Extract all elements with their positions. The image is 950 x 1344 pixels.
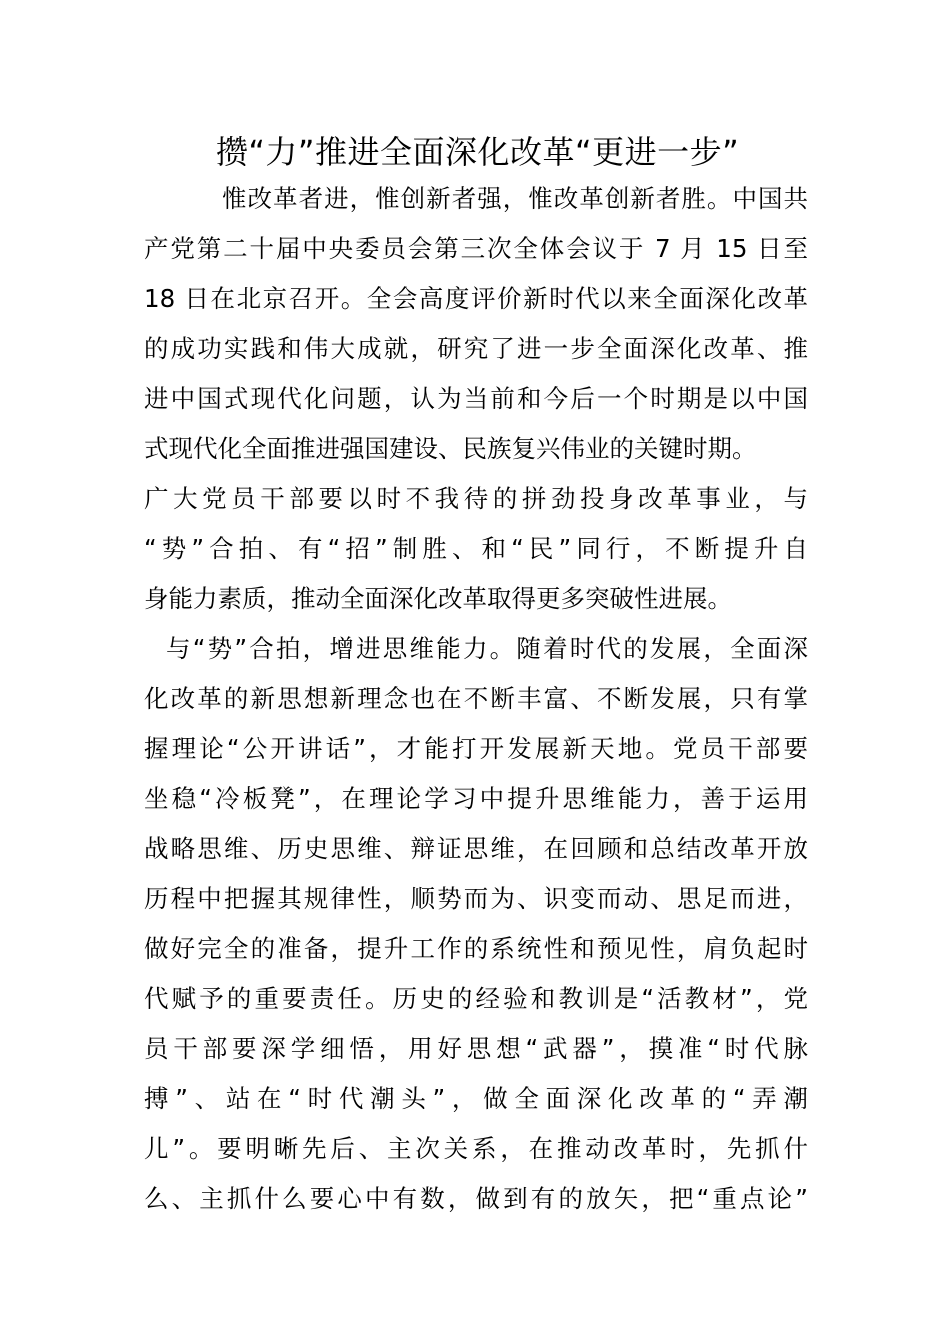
paragraph-line: 做好完全的准备，提升工作的系统性和预见性，肩负起时 [144,934,808,963]
paragraph-line: 握理论“公开讲话”，才能打开发展新天地。党员干部要 [144,734,808,763]
paragraph-line: 进中国式现代化问题，认为当前和今后一个时期是以中国 [144,384,808,413]
paragraph-line: 员干部要深学细悟，用好思想“武器”，摸准“时代脉 [144,1034,808,1063]
paragraph-line: 历程中把握其规律性，顺势而为、识变而动、思足而进， [144,884,808,913]
paragraph-line: 儿”。要明晰先后、主次关系，在推动改革时，先抓什 [144,1134,808,1163]
paragraph-line: 化改革的新思想新理念也在不断丰富、不断发展，只有掌 [144,684,808,713]
paragraph-line: 产党第二十届中央委员会第三次全体会议于 7 月 15 日至 [144,234,808,263]
paragraph-line: 坐稳“冷板凳”，在理论学习中提升思维能力，善于运用 [144,784,808,813]
paragraph-line: “势”合拍、有“招”制胜、和“民”同行，不断提升自 [144,534,808,563]
paragraph-line: 惟改革者进，惟创新者强，惟改革创新者胜。中国共 [222,184,808,213]
paragraph-line: 搏”、站在“时代潮头”，做全面深化改革的“弄潮 [144,1084,808,1113]
paragraph-line: 18 日在北京召开。全会高度评价新时代以来全面深化改革 [144,284,808,313]
paragraph-line: 广大党员干部要以时不我待的拼劲投身改革事业，与 [144,484,808,513]
paragraph-line: 的成功实践和伟大成就，研究了进一步全面深化改革、推 [144,334,808,363]
document-title: 攒“力”推进全面深化改革“更进一步” [215,133,740,171]
paragraph-line: 代赋予的重要责任。历史的经验和教训是“活教材”，党 [144,984,808,1013]
paragraph-line: 么、主抓什么要心中有数，做到有的放矢，把“重点论” [144,1184,808,1213]
paragraph-line: 式现代化全面推进强国建设、民族复兴伟业的关键时期。 [144,434,757,463]
paragraph-line: 与“势”合拍，增进思维能力。随着时代的发展，全面深 [166,634,808,663]
paragraph-line: 战略思维、历史思维、辩证思维，在回顾和总结改革开放 [144,834,808,863]
paragraph-line: 身能力素质，推动全面深化改革取得更多突破性进展。 [144,584,732,613]
